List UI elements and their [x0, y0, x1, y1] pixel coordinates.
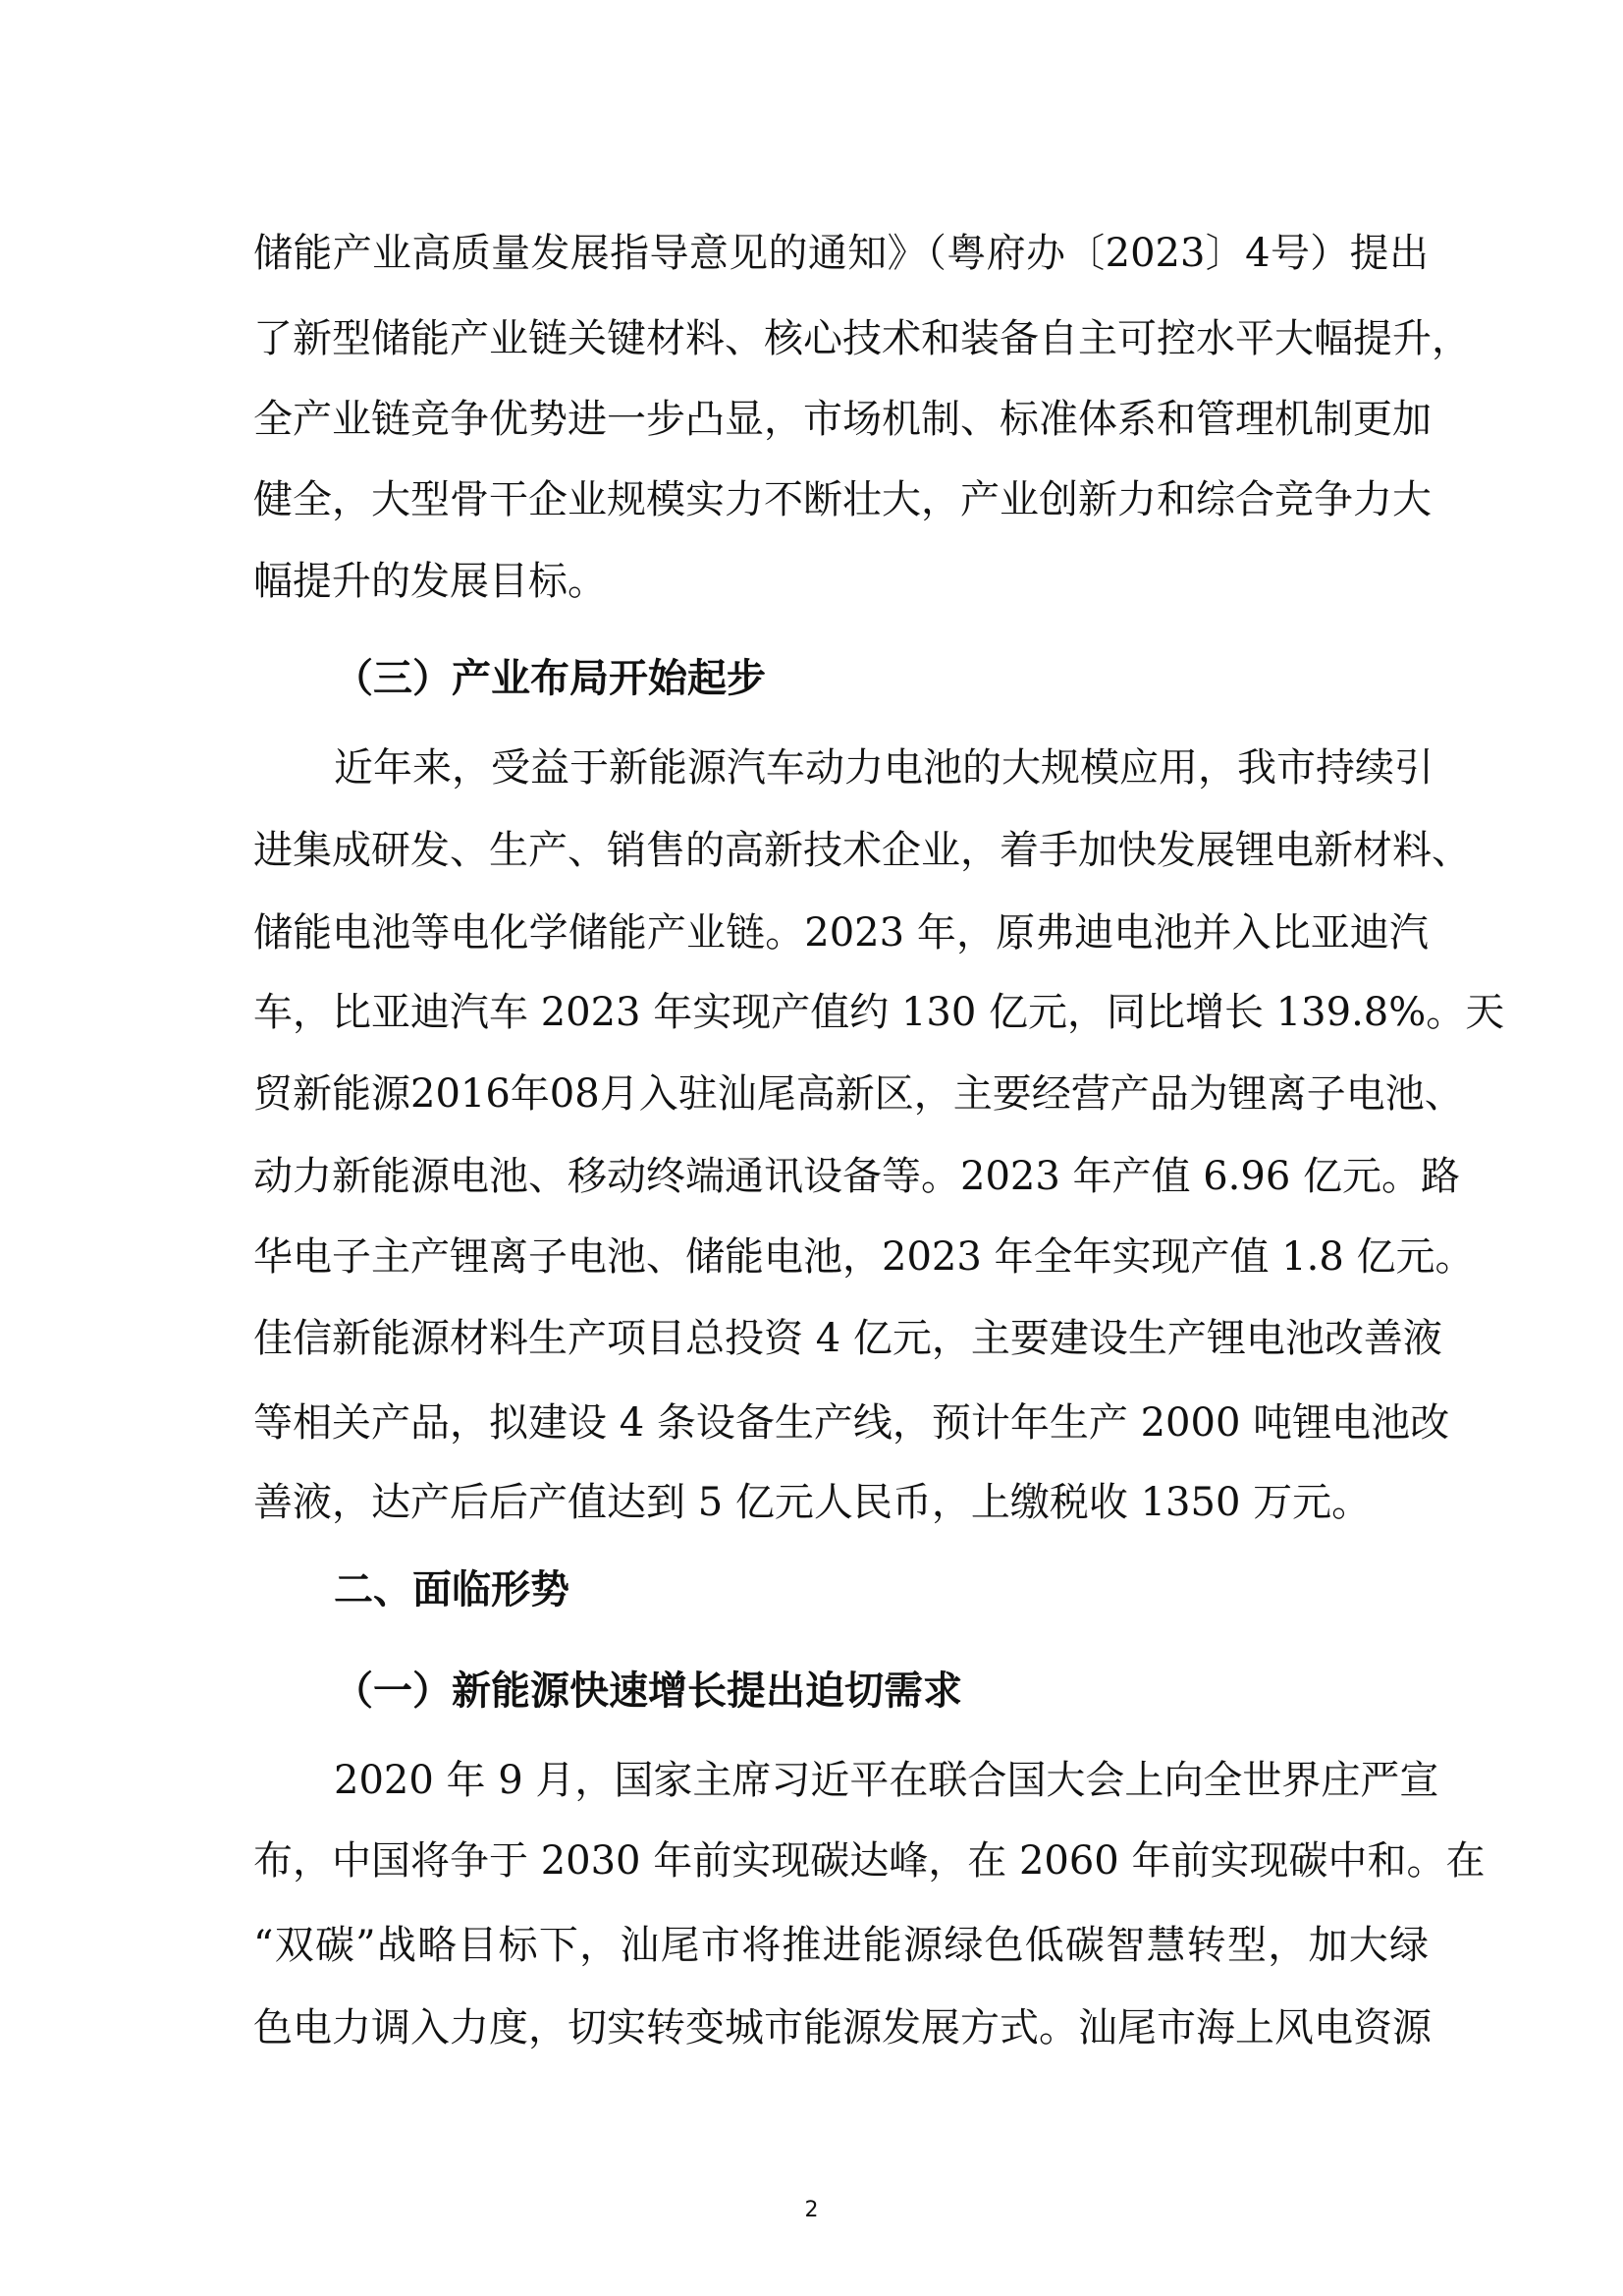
subheading: （三）产业布局开始起步 — [334, 655, 766, 701]
paragraph-line: 贸新能源2016年08月入驻汕尾高新区，主要经营产品为锂离子电池、 — [253, 1071, 1464, 1117]
paragraph-line: 华电子主产锂离子电池、储能电池，2023 年全年实现产值 1.8 亿元。 — [253, 1234, 1475, 1280]
section-heading: 二、面临形势 — [334, 1566, 569, 1613]
paragraph-line: 近年来，受益于新能源汽车动力电池的大规模应用，我市持续引 — [334, 745, 1434, 791]
paragraph-line: 幅提升的发展目标。 — [253, 559, 607, 604]
paragraph-line: 佳信新能源材料生产项目总投资 4 亿元，主要建设生产锂电池改善液 — [253, 1316, 1442, 1361]
paragraph-line: 全产业链竞争优势进一步凸显，市场机制、标准体系和管理机制更加 — [253, 397, 1432, 442]
paragraph-line: 布，中国将争于 2030 年前实现碳达峰，在 2060 年前实现碳中和。在 — [253, 1838, 1486, 1884]
paragraph-line: 善液，达产后后产值达到 5 亿元人民币，上缴税收 1350 万元。 — [253, 1480, 1372, 1525]
subheading: （一）新能源快速增长提出迫切需求 — [334, 1667, 962, 1714]
paragraph-line: 健全，大型骨干企业规模实力不断壮大，产业创新力和综合竞争力大 — [253, 477, 1432, 522]
paragraph-line: 色电力调入力度，切实转变城市能源发展方式。汕尾市海上风电资源 — [253, 2005, 1432, 2050]
paragraph-line: 2020 年 9 月，国家主席习近平在联合国大会上向全世界庄严宣 — [334, 1758, 1439, 1803]
paragraph-line: 动力新能源电池、移动终端通讯设备等。2023 年产值 6.96 亿元。路 — [253, 1154, 1461, 1199]
paragraph-line: 储能电池等电化学储能产业链。2023 年，原弗迪电池并入比亚迪汽 — [253, 910, 1429, 956]
paragraph-line: “双碳”战略目标下，汕尾市将推进能源绿色低碳智慧转型，加大绿 — [253, 1923, 1429, 1968]
paragraph-line: 车，比亚迪汽车 2023 年实现产值约 130 亿元，同比增长 139.8%。天 — [253, 990, 1505, 1035]
paragraph-line: 了新型储能产业链关键材料、核心技术和装备自主可控水平大幅提升， — [253, 316, 1471, 361]
paragraph-line: 进集成研发、生产、销售的高新技术企业，着手加快发展锂电新材料、 — [253, 828, 1471, 873]
paragraph-line: 储能产业高质量发展指导意见的通知》（粤府办〔2023〕4号）提出 — [253, 231, 1429, 276]
paragraph-line: 等相关产品，拟建设 4 条设备生产线，预计年生产 2000 吨锂电池改 — [253, 1400, 1450, 1446]
page-number: 2 — [804, 2198, 819, 2222]
